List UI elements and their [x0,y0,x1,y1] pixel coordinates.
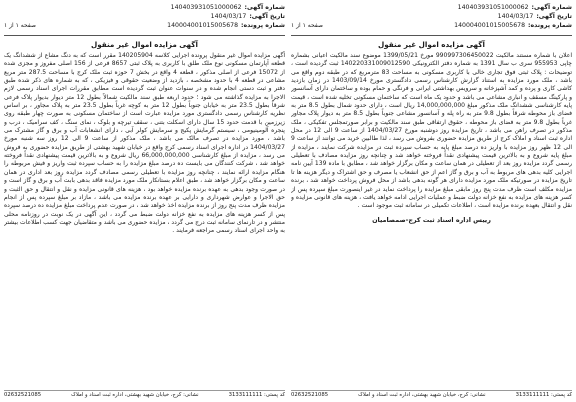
notice-left-column [4,3,285,399]
page-number: صفحه ۱ از ۱ [4,22,36,29]
meta-value: 1404/03/17 [497,13,534,20]
meta-row-notice-date [211,12,285,21]
meta-value: 140403931051000062 [457,4,529,11]
notice-footer [4,390,285,399]
footer-postal-code: کد پستی: 3133111111 [515,392,572,398]
meta-label: تاریخ آگهی: [536,13,572,20]
notice-heading: آگهی مزایده اموال غیر منقول [91,40,198,49]
page-number: صفحه ۱ از ۱ [291,22,323,29]
meta-row-notice-number [458,3,572,12]
meta-value: 1404/03/17 [210,13,247,20]
notice-footer [291,390,572,399]
meta-label: شماره پرونده: [528,22,572,29]
notice-signature: رییس اداره اسناد ثبت کرج-صمصامیان [372,215,491,224]
notice-heading: آگهی مزایده اموال غیر منقول [378,40,485,49]
footer-address: نشانی: کرج، خیابان شهید بهشتی، اداره ثبت اسناد و املاک [358,392,486,398]
divider [291,35,572,36]
footer-phone: 02632521085 [4,392,42,398]
meta-label: شماره آگهی: [531,4,572,11]
notice-body: اعلان با شماره مستند مالکیت 990997306450022 مورخ 1399/05/21 موضوع سند مالکیت اعیانی بشماره چاپی 955953 سری ب سال 1391 به شماره دفتر الکترونیکی 140220331009012590 ثبت گردیده است ، توضیحات : پلاک ثبتی فوق تجاری خالی با کاربری مسکونی به مساحت 83 مترمربع که در طبقه دوم واقع می باشد ، ملک مورد مزایده به استناد گزارش کارشناس رسمی دادگستری مورخ 1403/09/14 در زمان بازدید کاشی کاری و پرده و کمد آشپزخانه و سرویس بهداشتی ایرانی و فرنگی و حمام بوده و ساختمان دارای آسانسور و پارکینگ مسقف و انباری مشاعی می باشد و حدود یک ماه است که ساختمان مسکونی تخلیه شده است ، قیمت پایه کارشناسی ششدانگ ملک مذکور مبلغ 14,000,000,000 ریال است ، دارای حدود شمال بطول 8.5 متر به فضای باز محوطه شرقاً بطول 9.8 متر به راه پله و آسانسور مشاعی جنوباً بطول 8.5 متر به دیوار پلاک مجاور غرباً بطول 9.8 متر به فضای باز محوطه ، حقوق ارتفاقی طبق سند مالکیت و برابر صورتمجلس تفکیکی ، ملک مذکور در تصرف راهن می باشد ، تاریخ مزایده روز دوشنبه مورخ 1404/03/27 از ساعت 9 الی 12 در محل اداره ثبت اسناد و املاک کرج از طریق مزایده حضوری بفروش می رسد ، لذا طالبین خرید می توانند از ساعت 9 الی 12 ظهر روز مزایده با واریز ده درصد مبلغ پایه به حساب سپرده ثبت در مزایده شرکت نمایند ، مزایده از مبلغ پایه شروع و به بالاترین قیمت پیشنهادی نقداً فروخته خواهد شد و چنانچه روز مزایده مصادف با تعطیلی رسمی گردد مزایده روز بعد از تعطیلی در همان ساعت و مکان برگزار خواهد شد ، مطابق با ماده 139 آیین نامه اجرایی کلیه بدهی های مربوط به آب و برق و گاز اعم از حق انشعاب یا مصرف و حق اشتراک و دیگر هزینه ها تا تاریخ مزایده در صورتیکه ملک مورد مزایده دارای هر گونه بدهی باشد از محل فروش پرداخت خواهد شد ، برنده مزایده مکلف است ظرف مدت پنج روز مابقی مبلغ مزایده را پرداخت نماید در غیر اینصورت مبلغ سپرده پس از کسر هزینه های مزایده به نفع خزانه دولت ضبط و عملیات اجرایی ادامه خواهد یافت ، هزینه های قانونی مزایده و نقل و انتقال بعهده برنده مزایده است ، اطلاعات تکمیلی در سامانه ثبت موجود است . [291,52,572,210]
meta-value: 140004001015005678 [167,22,239,29]
footer-postal-code: کد پستی: 3133111111 [228,392,285,398]
meta-row-notice-date [498,12,572,21]
divider [4,35,285,36]
meta-label: شماره آگهی: [244,4,285,11]
notice-right-column [291,3,572,399]
notice-body: آگهی مزایده اموال غیر منقول پرونده اجرایی کلاسه 140205904 مقرر است که به دنگ مشاع از ششدانگ یک قطعه آپارتمان مسکونی نوع ملک طلق با کاربری به پلاک ثبتی 8657 فرعی از 156 اصلی مفروز و مجزی شده از 15072 فرعی از اصلی مذکور ، قطعه 4 واقع در بخش 7 حوزه ثبت ملک کرج با مساحت 287.5 متر مربع مشاعی در قطعه 4 با حدود مشخصه ، بازدید از وضعیت حقوقی و فیزیکی ، که به شماره های ذکر شده طبق دفتر و ثبت دستی انجام شده و در سنوات عنوان ثبت گردیده است مطابق مقررات اجرای اسناد رسمی لازم الاجرا به مزایده گذاشته می شود ؛ حدود اربعه طبق سند مالکیت شمالاً بطول 12 متر دیوار بدیوار پلاک فرعی شرقاً بطول 23.5 متر به خیابان جنوباً بطول 12 متر به کوچه غرباً بطول 23.5 متر به پلاک مجاور ، بر اساس نظریه کارشناس رسمی دادگستری مورد مزایده عبارت است از ساختمان مسکونی به صورت چهار طبقه روی زیرزمین با قدمت حدود 15 سال دارای اسکلت بتنی ، سقف تیرچه و بلوک ، نمای سنگ ، کف سرامیک ، درب و پنجره آلومینیومی ، سیستم گرمایش پکیج و سرمایش کولر آبی ، دارای انشعابات آب و برق و گاز مشترک می باشد ، مورد مزایده در تصرف مالک می باشد ، ملک مذکور از ساعت 9 الی 12 روز سه شنبه مورخ 1404/03/27 در اداره اجرای اسناد رسمی کرج واقع در خیابان شهید بهشتی از طریق مزایده حضوری به فروش می رسد ، مزایده از مبلغ کارشناسی 66,000,000,000 ریال شروع و به بالاترین قیمت پیشنهادی نقداً فروخته خواهد شد ، شرکت کنندگان می بایست ده درصد مبلغ مزایده را به حساب سپرده ثبت واریز و فیش مربوطه را هنگام مزایده ارائه نمایند ، چنانچه روز مزایده با تعطیلی رسمی مصادف گردد مزایده روز بعد اداری در همان ساعت و مکان برگزار خواهد شد ، طبق اعلام بستانکار ملک مورد مزایده فاقد بدهی بابت آب و برق و گاز است و در صورت وجود بدهی به عهده برنده مزایده خواهد بود ، هزینه های قانونی مزایده و نقل و انتقال و حق الثبت و حق الاجرا و عوارض شهرداری و دارایی بر عهده برنده مزایده می باشد ، مازاد بر مبلغ سپرده پس از انجام مزایده ظرف مدت پنج روز از برنده مزایده اخذ خواهد شد ، در صورت عدم پرداخت مبلغ مزایده ده درصد سپرده پس از کسر هزینه های مزایده به نفع خزانه دولت ضبط می گردد ، این آگهی در یک نوبت در روزنامه محلی منتشر و در تارنمای سامانه ثبت درج می گردد ، مزایده حضوری می باشد و متقاضیان جهت کسب اطلاعات بیشتر به واحد اجرای اسناد رسمی مراجعه فرمایند . [4,52,285,235]
footer-address: نشانی: کرج، خیابان شهید بهشتی، اداره ثبت اسناد و املاک [71,392,199,398]
footer-phone: 02632521085 [291,392,329,398]
meta-value: 140004001015005678 [454,22,526,29]
meta-row-notice-number [171,3,285,12]
meta-value: 140403931051000062 [170,4,242,11]
meta-label: تاریخ آگهی: [249,13,285,20]
meta-label: شماره پرونده: [241,22,285,29]
